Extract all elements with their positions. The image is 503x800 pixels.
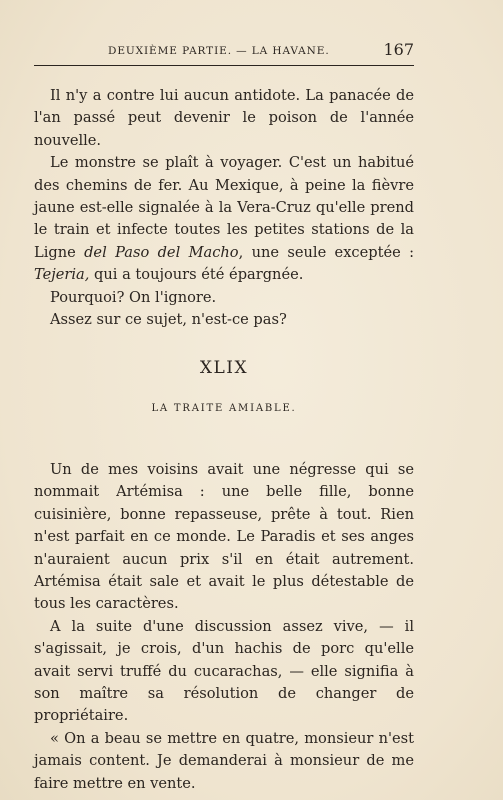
paragraph-pourquoi: Pourquoi? On l'ignore. bbox=[50, 288, 217, 306]
paragraph-voisins: Un de mes voisins avait une négresse qui se nommait Artémisa : une belle fille, bonne cuisinière, bonne repasseuse, prête à tout. Rien n'est parfait en ce monde. Le Paradis et ses anges n'auraient aucun prix s'il en était autrement. Artémisa était sale et avait le plus détestable de tous les caractères. bbox=[34, 461, 414, 613]
chapter-number: XLIX bbox=[199, 358, 249, 378]
paragraph-assez: Assez sur ce sujet, n'est-ce pas? bbox=[50, 311, 287, 329]
page-header bbox=[34, 40, 414, 62]
header-rule bbox=[34, 65, 414, 66]
chapter-title: LA TRAITE AMIABLE. bbox=[151, 403, 297, 414]
paragraph-quote: « On a beau se mettre en quatre, monsieur n'est jamais content. Je demanderai à monsieur de me faire mettre en vente. bbox=[34, 729, 414, 792]
paragraph-voyager: Le monstre se plaît à voyager. C'est un habitué des chemins de fer. Au Mexique, à peine la fièvre jaune est-elle signalée à la Vera-Cruz qu'elle prend le train et infecte toutes les petites stations de la Ligne del Paso del Macho, une seule exceptée : Tejeria, qui a toujours été épargnée. bbox=[34, 154, 414, 284]
paragraph-discussion: A la suite d'une discussion assez vive, — il s'agissait, je crois, d'un hachis de porc qu'elle avait servi truffé du cucarachas, — elle signifia à son maître sa résolution de changer de propriétaire. bbox=[34, 617, 414, 725]
bottom-text-block bbox=[34, 459, 414, 795]
page-number: 167 bbox=[383, 40, 414, 59]
running-head: DEUXIÈME PARTIE. — LA HAVANE. bbox=[108, 45, 330, 57]
paragraph-antidote: Il n'y a contre lui aucun antidote. La panacée de l'an passé peut devenir le poison de l'année nouvelle. bbox=[34, 87, 414, 149]
top-text-block bbox=[34, 85, 414, 331]
